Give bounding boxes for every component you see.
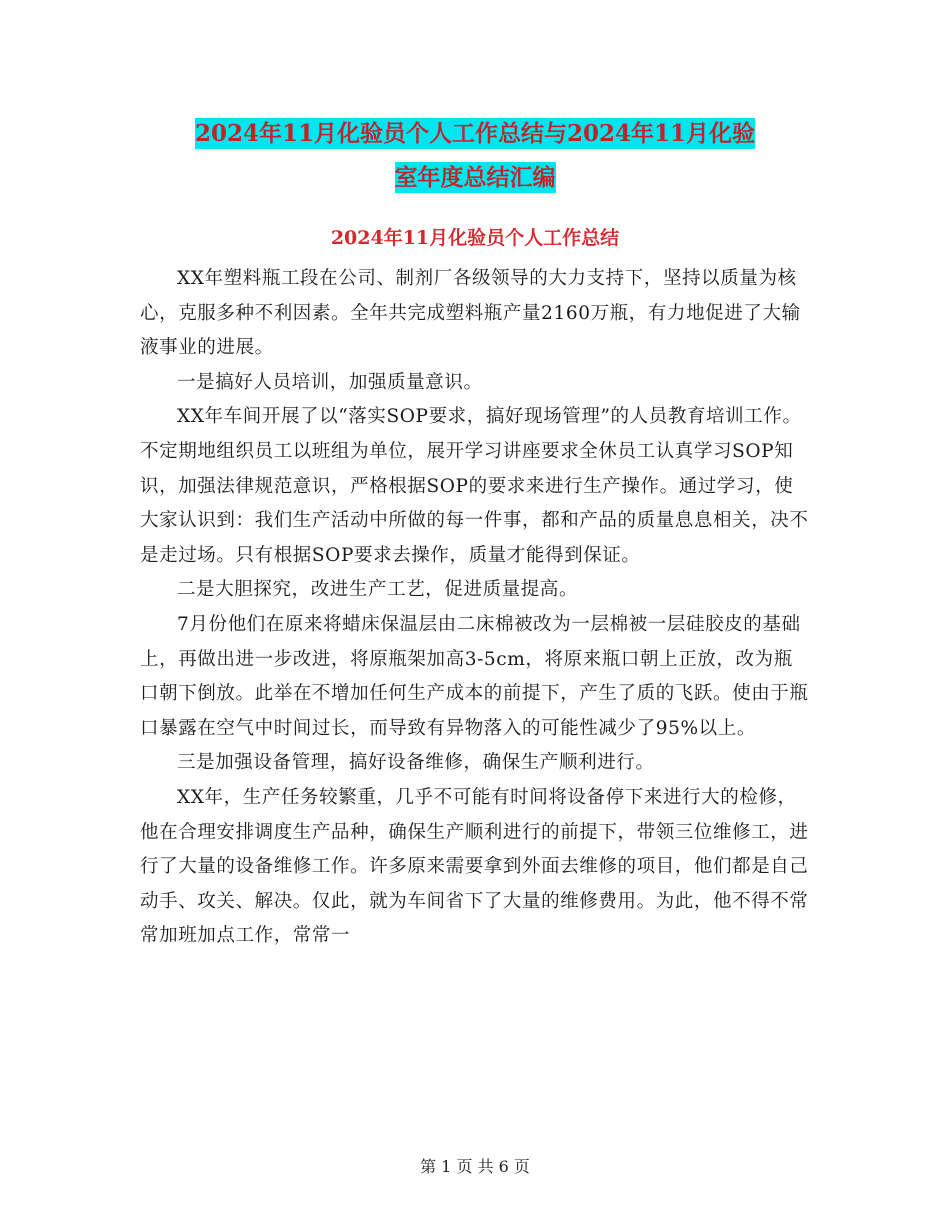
document-body [140, 262, 810, 954]
paragraph: 三是加强设备管理，搞好设备维修，确保生产顺利进行。 [177, 752, 655, 774]
paragraph: XX年车间开展了以“落实SOP要求，搞好现场管理”的人员教育培训工作。不定期地组织员工以班组为单位，展开学习讲座要求全休员工认真学习SOP知识，加强法律规范意识，严格根据SOP的要求来进行生产操作。通过学习，使大家认识到：我们生产活动中所做的每一件事，都和产品的质量息息相关，决不是走过场。只有根据SOP要求去操作，质量才能得到保证。 [140, 406, 809, 566]
title-line-2: 室年度总结汇编 [394, 164, 556, 191]
page-footer: 第 1 页 共 6 页 [420, 1157, 530, 1176]
paragraph: XX年，生产任务较繁重，几乎不可能有时间将设备停下来进行大的检修，他在合理安排调度生产品种，确保生产顺利进行的前提下，带领三位维修工，进行了大量的设备维修工作。许多原来需要拿到外面去维修的项目，他们都是自己动手、攻关、解决。仅此，就为车间省下了大量的维修费用。为此，他不得不常常加班加点工作，常常一 [140, 786, 809, 947]
paragraph: XX年塑料瓶工段在公司、制剂厂各级领导的大力支持下，坚持以质量为核心，克服多种不利因素。全年共完成塑料瓶产量2160万瓶，有力地促进了大输液事业的进展。 [140, 268, 801, 359]
title-line-1: 2024年11月化验员个人工作总结与2024年11月化验 [194, 120, 756, 147]
paragraph: 7月份他们在原来将蜡床保温层由二床棉被改为一层棉被一层硅胶皮的基础上，再做出进一步改进，将原瓶架加高3-5cm，将原来瓶口朝上正放，改为瓶口朝下倒放。此举在不增加任何生产成本的前提下，产生了质的飞跃。使由于瓶口暴露在空气中时间过长，而导致有异物落入的可能性减少了95%以上。 [140, 613, 809, 739]
document-title [140, 112, 810, 200]
section-title: 2024年11月化验员个人工作总结 [330, 227, 620, 249]
paragraph: 一是搞好人员培训，加强质量意识。 [177, 371, 483, 393]
paragraph: 二是大胆探究，改进生产工艺，促进质量提高。 [177, 579, 579, 601]
